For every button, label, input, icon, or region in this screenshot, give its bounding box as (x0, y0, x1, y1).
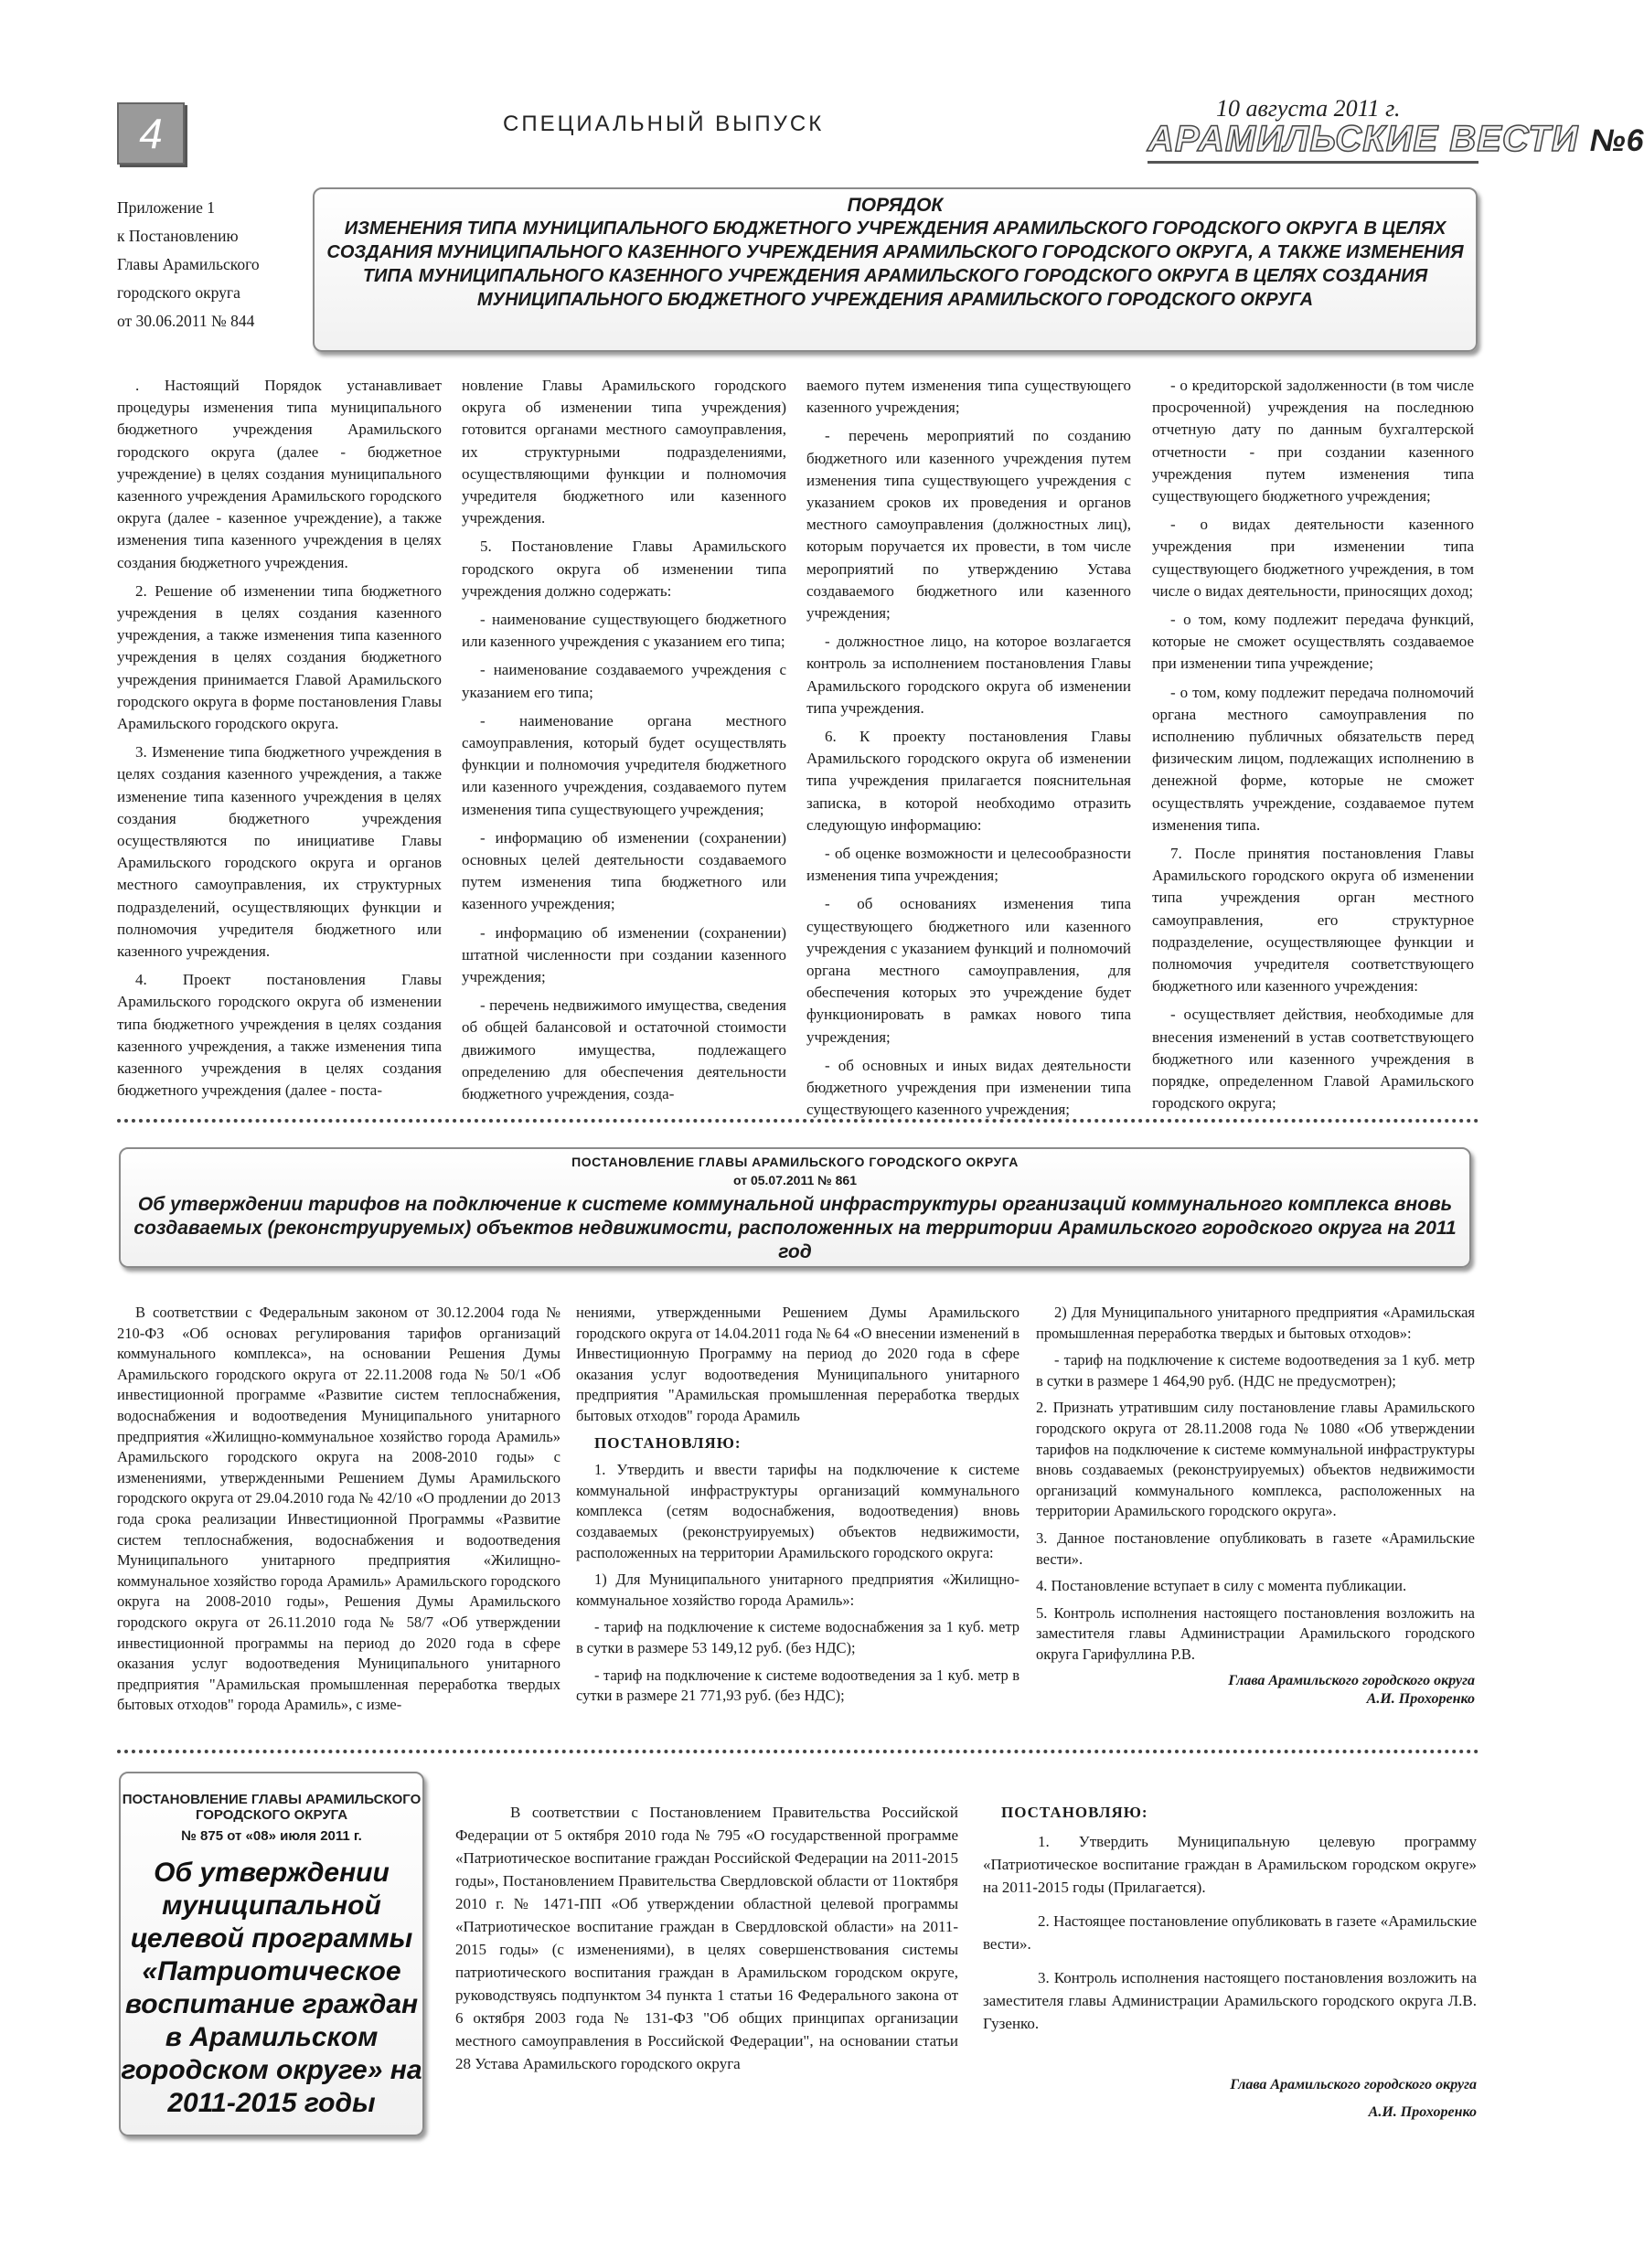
paragraph: 3. Данное постановление опубликовать в газете «Арамильские вести». (1036, 1528, 1475, 1568)
newspaper-masthead (1148, 119, 1644, 160)
paragraph: - наименование создаваемого учреждения с указанием его типа; (462, 661, 786, 701)
section-label: СПЕЦИАЛЬНЫЙ ВЫПУСК (503, 112, 825, 136)
order-column-4 (1152, 375, 1474, 1122)
paragraph: 3. Контроль исполнения настоящего постановления возложить на заместителя главы Администрации Арамильского городского округа Л.В. Гузенко. (983, 1969, 1477, 2032)
signature-title: Глава Арамильского городского округа (1228, 1672, 1475, 1688)
attachment-line: от 30.06.2011 № 844 (117, 312, 255, 330)
paragraph: 1) Для Муниципального унитарного предприятия «Жилищно-коммунальное хозяйство города Арамиль»: (576, 1571, 1019, 1609)
paragraph: 2. Решение об изменении типа бюджетного учреждения в целях создания казенного учреждения, а также изменения типа казенного учреждения в целях создания бюджетного учреждения принимается Главой Арамильского городского округа в форме постановления Главы Арамильского городского округа. (117, 581, 442, 733)
resolution-875-decree (983, 1801, 1477, 2126)
paragraph: В соответствии с Постановлением Правительства Российской Федерации от 5 октября 2010 года № 795 «О государственной программе «Патриотическое воспитание граждан Российской Федерации на 2011-2015 годы», Постановлением Правительства Свердловской области от 11октября 2010 г. № 1471-ПП «Об утверждении областной целевой программы «Патриотическое воспитание граждан в Свердловской области» на 2011-2015 годы» (с изменениями), в целях совершенствования системы патриотического воспитания граждан в Арамильском городском округе, руководствуясь подпунктом 34 пункта 1 статьи 16 Федерального закона от 6 октября 2003 года № 131-ФЗ "Об общих принципах организации местного самоуправления в Российской Федерации", на основании статьи 28 Устава Арамильского городского округа (455, 1804, 958, 2072)
resolution-date-number: от 05.07.2011 № 861 (733, 1173, 857, 1187)
resolution-date-number: № 875 от «08» июля 2011 г. (181, 1828, 362, 1844)
paragraph: - наименование существующего бюджетного или казенного учреждения с указанием его типа; (462, 611, 786, 651)
paragraph: 4. Проект постановления Главы Арамильского городского округа об изменении типа бюджетного учреждения в целях создания казенного учреждения, а также изменения типа казенного учреждения в целях создания бюджетного учреждения (далее - поста- (117, 971, 442, 1100)
paragraph: 5. Постановление Главы Арамильского городского округа об изменении типа учреждения должно содержать: (462, 538, 786, 600)
paragraph: - перечень недвижимого имущества, сведения об общей балансовой и остаточной стоимости движимого имущества, подлежащего определению для обеспечения деятельности бюджетного учреждения, созда- (462, 996, 786, 1103)
paragraph: - осуществляет действия, необходимые для внесения изменений в устав соответствующего бюджетного или казенного учреждения в порядке, определенном Главой Арамильского городского округа; (1152, 1006, 1474, 1113)
paragraph: 2. Настоящее постановление опубликовать в газете «Арамильские вести». (983, 1912, 1477, 1953)
paragraph: - о видах деятельности казенного учреждения при изменении типа существующего бюджетного учреждения, в том числе о видах деятельности, приносящих доход; (1152, 516, 1474, 600)
resolution-861-column-2 (576, 1303, 1019, 1713)
paragraph: 2) Для Муниципального унитарного предприятия «Арамильская промышленная переработка твердых и бытовых отходов»: (1036, 1304, 1475, 1342)
masthead-underline (1148, 161, 1479, 164)
signature-name: А.И. Прохоренко (1366, 1690, 1475, 1707)
paragraph: - о кредиторской задолженности (в том числе просроченной) учреждения на последнюю отчетную дату по данным бухгалтерской отчетности - при создании казенного учреждения путем изменения типа существующего бюджетного учреждения; (1152, 377, 1474, 506)
paragraph: - об основаниях изменения типа существующего бюджетного или казенного учреждения с указанием функций и полномочий органа местного самоуправления, для обеспечения которых это учреждение будет функционировать в рамках нового типа учреждения; (806, 895, 1131, 1046)
paragraph: новление Главы Арамильского городского округа об изменении типа учреждения) готовится органами местного самоуправления, их структурными подразделениями, осуществляющими функции и полномочия учредителя бюджетного или казенного учреждения. (462, 377, 786, 527)
resolution-title: Об утверждении тарифов на подключение к системе коммунальной инфраструктуры организаций коммунального комплекса вновь создаваемых (реконструируемых) объектов недвижимости, расположенных на территории Арамильского городского округа на 2011 год (133, 1194, 1457, 1262)
attachment-line: Главы Арамильского (117, 255, 260, 273)
order-column-1 (117, 375, 442, 1109)
paragraph: - информацию об изменении (сохранении) штатной численности при создании казенного учреждения; (462, 923, 786, 986)
paragraph: . Настоящий Порядок устанавливает процедуры изменения типа муниципального бюджетного учреждения Арамильского городского округа (далее - бюджетное учреждение) в целях создания муниципального казенного учреждения Арамильского городского округа (далее - казенное учреждение), а также изменения типа казенного учреждения в целях создания бюджетного учреждения. (117, 377, 442, 571)
paragraph: - перечень мероприятий по созданию бюджетного или казенного учреждения путем изменения типа существующего учреждения с указанием сроков их проведения и органов местного самоуправления (должностных лиц), которым поручается их провести, в том числе мероприятий по утверждению Устава создаваемого бюджетного или казенного учреждения; (806, 427, 1131, 623)
order-title-box (313, 187, 1478, 352)
paragraph: 1. Утвердить Муниципальную целевую программу «Патриотическое воспитание граждан в Арамильском городском округе» на 2011-2015 годы (Прилагается). (983, 1833, 1477, 1896)
paragraph: 4. Постановление вступает в силу с момента публикации. (1036, 1577, 1407, 1595)
issue-date: 10 августа 2011 г. (1216, 95, 1401, 122)
order-column-2 (462, 375, 786, 1112)
order-subtitle: ИЗМЕНЕНИЯ ТИПА МУНИЦИПАЛЬНОГО БЮДЖЕТНОГО УЧРЕЖДЕНИЯ АРАМИЛЬСКОГО ГОРОДСКОГО ОКРУГА В ЦЕЛЯХ СОЗДАНИЯ МУНИЦИПАЛЬНОГО КАЗЕННОГО УЧРЕЖДЕНИЯ АРАМИЛЬСКОГО ГОРОДСКОГО ОКРУГА, А ТАКЖЕ ИЗМЕНЕНИЯ ТИПА МУНИЦИПАЛЬНОГО КАЗЕННОГО УЧРЕЖДЕНИЯ АРАМИЛЬСКОГО ГОРОДСКОГО ОКРУГА В ЦЕЛЯХ СОЗДАНИЯ МУНИЦИПАЛЬНОГО БЮДЖЕТНОГО УЧРЕЖДЕНИЯ АРАМИЛЬСКОГО ГОРОДСКОГО ОКРУГА (326, 218, 1464, 310)
resolution-861-column-3 (1036, 1303, 1475, 1709)
attachment-line: к Постановлению (117, 227, 239, 245)
paragraph: - информацию об изменении (сохранении) основных целей деятельности создаваемого путем изменения типа бюджетного или казенного учреждения; (462, 828, 786, 913)
paragraph: 1. Утвердить и ввести тарифы на подключение к системе коммунальной инфраструктуры организаций коммунального комплекса (сетям водоснабжения, водоотведения) вновь создаваемых (реконструируемых) объектов недвижимости, расположенных на территории Арамильского городского округа: (576, 1461, 1019, 1561)
paragraph: - тариф на подключение к системе водоотведения за 1 куб. метр в сутки в размере 21 771,93 руб. (без НДС); (576, 1666, 1019, 1705)
resolution-title: Об утверждении муниципальной целевой программы «Патриотическое воспитание граждан в Арамильском городском округе» на 2011-2015 годы (121, 1858, 422, 2118)
paragraph: 5. Контроль исполнения настоящего постановления возложить на заместителя главы Администрации Арамильского городского округа Гарифуллина Р.В. (1036, 1603, 1475, 1663)
paragraph: нениями, утвержденными Решением Думы Арамильского городского округа от 14.04.2011 года № 64 «О внесении изменений в Инвестиционную Программу на период до 2020 года в сфере оказания услуг водоотведения Муниципального унитарного предприятия "Арамильская промышленная переработка твердых бытовых отходов" города Арамиль (576, 1304, 1019, 1424)
attachment-line: городского округа (117, 283, 240, 302)
order-column-3 (806, 375, 1131, 1128)
paragraph: 6. К проекту постановления Главы Арамильского городского округа об изменении типа учреждения прилагается пояснительная записка, в которой необходимо отразить следующую информацию: (806, 728, 1131, 834)
paragraph: - тариф на подключение к системе водоснабжения за 1 куб. метр в сутки в размере 53 149,12 руб. (без НДС); (576, 1618, 1019, 1656)
paragraph: В соответствии с Федеральным законом от 30.12.2004 года № 210-ФЗ «Об основах регулирования тарифов организаций коммунального комплекса», на основании Решения Думы Арамильского городского округа от 22.11.2008 года № 50/1 «Об инвестиционной программе «Развитие систем теплоснабжения, водоснабжения и водоотведения Муниципального унитарного предприятия «Жилищно-коммунальное хозяйство города Арамиль» Арамильского городского округа на 2008-2010 годы» с изменениями, утвержденными Решением Думы Арамильского городского округа от 29.04.2010 года № 42/10 «О продлении до 2013 года срока реализации Инвестиционной Программы «Развитие систем теплоснабжения, водоснабжения и водоотведения Муниципального унитарного предприятия «Жилищно-коммунальное хозяйство города Арамиль» Арамильского городского округа на 2008-2010 годы», Решения Думы Арамильского городского округа от 26.11.2010 года № 58/7 «Об утверждении инвестиционной программы на период до 2020 года в сфере оказания услуг водоотведения Муниципального унитарного предприятия "Арамильская промышленная переработка твердых бытовых отходов" города Арамиль», с изме- (117, 1304, 560, 1714)
signature-name: А.И. Прохоренко (1368, 2104, 1477, 2120)
paragraph: - о том, кому подлежит передача полномочий органа местного самоуправления по исполнению публичных обязательств перед физическим лицом, подлежащих исполнению в денежной форме, которые не сможет осуществлять учреждение, создаваемое путем изменения типа. (1152, 683, 1474, 834)
paragraph: - тариф на подключение к системе водоотведения за 1 куб. метр в сутки в размере 1 464,90 руб. (НДС не предусмотрен); (1036, 1351, 1475, 1390)
resolution-875-header-box (119, 1772, 424, 2136)
issue-number: №6 (1589, 123, 1644, 158)
paragraph: - наименование органа местного самоуправления, который будет осуществлять функции и полномочия учредителя бюджетного или казенного учреждения, создаваемого путем изменения типа существующего учреждения; (462, 711, 786, 818)
paragraph: 2. Признать утратившим силу постановление главы Арамильского городского округа от 28.11.2008 года № 1080 «Об утверждении тарифов на подключение к системе коммунальной инфраструктуры вновь создаваемых (реконструируемых) объектов недвижимости организаций коммунального комплекса, расположенных на территории Арамильского городского округа». (1036, 1399, 1475, 1520)
order-title: ПОРЯДОК (847, 195, 944, 216)
signature-title: Глава Арамильского городского округа (1230, 2077, 1477, 2092)
paragraph: ваемого путем изменения типа существующего казенного учреждения; (806, 377, 1131, 417)
paragraph: 7. После принятия постановления Главы Арамильского городского округа об изменении типа учреждения орган местного самоуправления, его структурное подразделение, осуществляющее функции и полномочия учредителя соответствующего бюджетного или казенного учреждения: (1152, 845, 1474, 996)
resolution-heading: ПОСТАНОВЛЕНИЕ ГЛАВЫ АРАМИЛЬСКОГО ГОРОДСКОГО ОКРУГА (122, 1792, 422, 1823)
section-divider (117, 1119, 1479, 1123)
section-divider (117, 1750, 1479, 1753)
resolution-heading: ПОСТАНОВЛЕНИЕ ГЛАВЫ АРАМИЛЬСКОГО ГОРОДСКОГО ОКРУГА (571, 1155, 1019, 1169)
resolution-861-header-box (119, 1147, 1471, 1268)
resolution-875-body (455, 1801, 958, 2082)
paragraph: - об основных и иных видах деятельности бюджетного учреждения при изменении типа существующего казенного учреждения; (806, 1056, 1131, 1119)
attachment-note (117, 194, 300, 335)
paragraph: - об оценке возможности и целесообразности изменения типа учреждения; (806, 845, 1131, 885)
decree-heading: ПОСТАНОВЛЯЮ: (594, 1433, 742, 1452)
paragraph: - должностное лицо, на которое возлагается контроль за исполнением постановления Главы Арамильского городского округа об изменении типа учреждения. (806, 633, 1131, 717)
paragraph: - о том, кому подлежит передача функций, которые не сможет осуществлять создаваемое при изменении типа учреждение; (1152, 611, 1474, 673)
resolution-861-column-1 (117, 1303, 560, 1722)
paragraph: 3. Изменение типа бюджетного учреждения в целях создания казенного учреждения, а также изменение типа казенного учреждения в целях создания бюджетного учреждения осуществляются по инициативе Главы Арамильского городского округа и органов местного самоуправления, их структурных подразделений, осуществляющих функции и полномочия учредителя бюджетного или казенного учреждения. (117, 743, 442, 961)
decree-heading: ПОСТАНОВЛЯЮ: (1001, 1804, 1148, 1821)
masthead-title: АРАМИЛЬСКИЕ ВЕСТИ (1148, 119, 1579, 159)
attachment-line: Приложение 1 (117, 198, 216, 217)
page-number: 4 (117, 102, 185, 165)
